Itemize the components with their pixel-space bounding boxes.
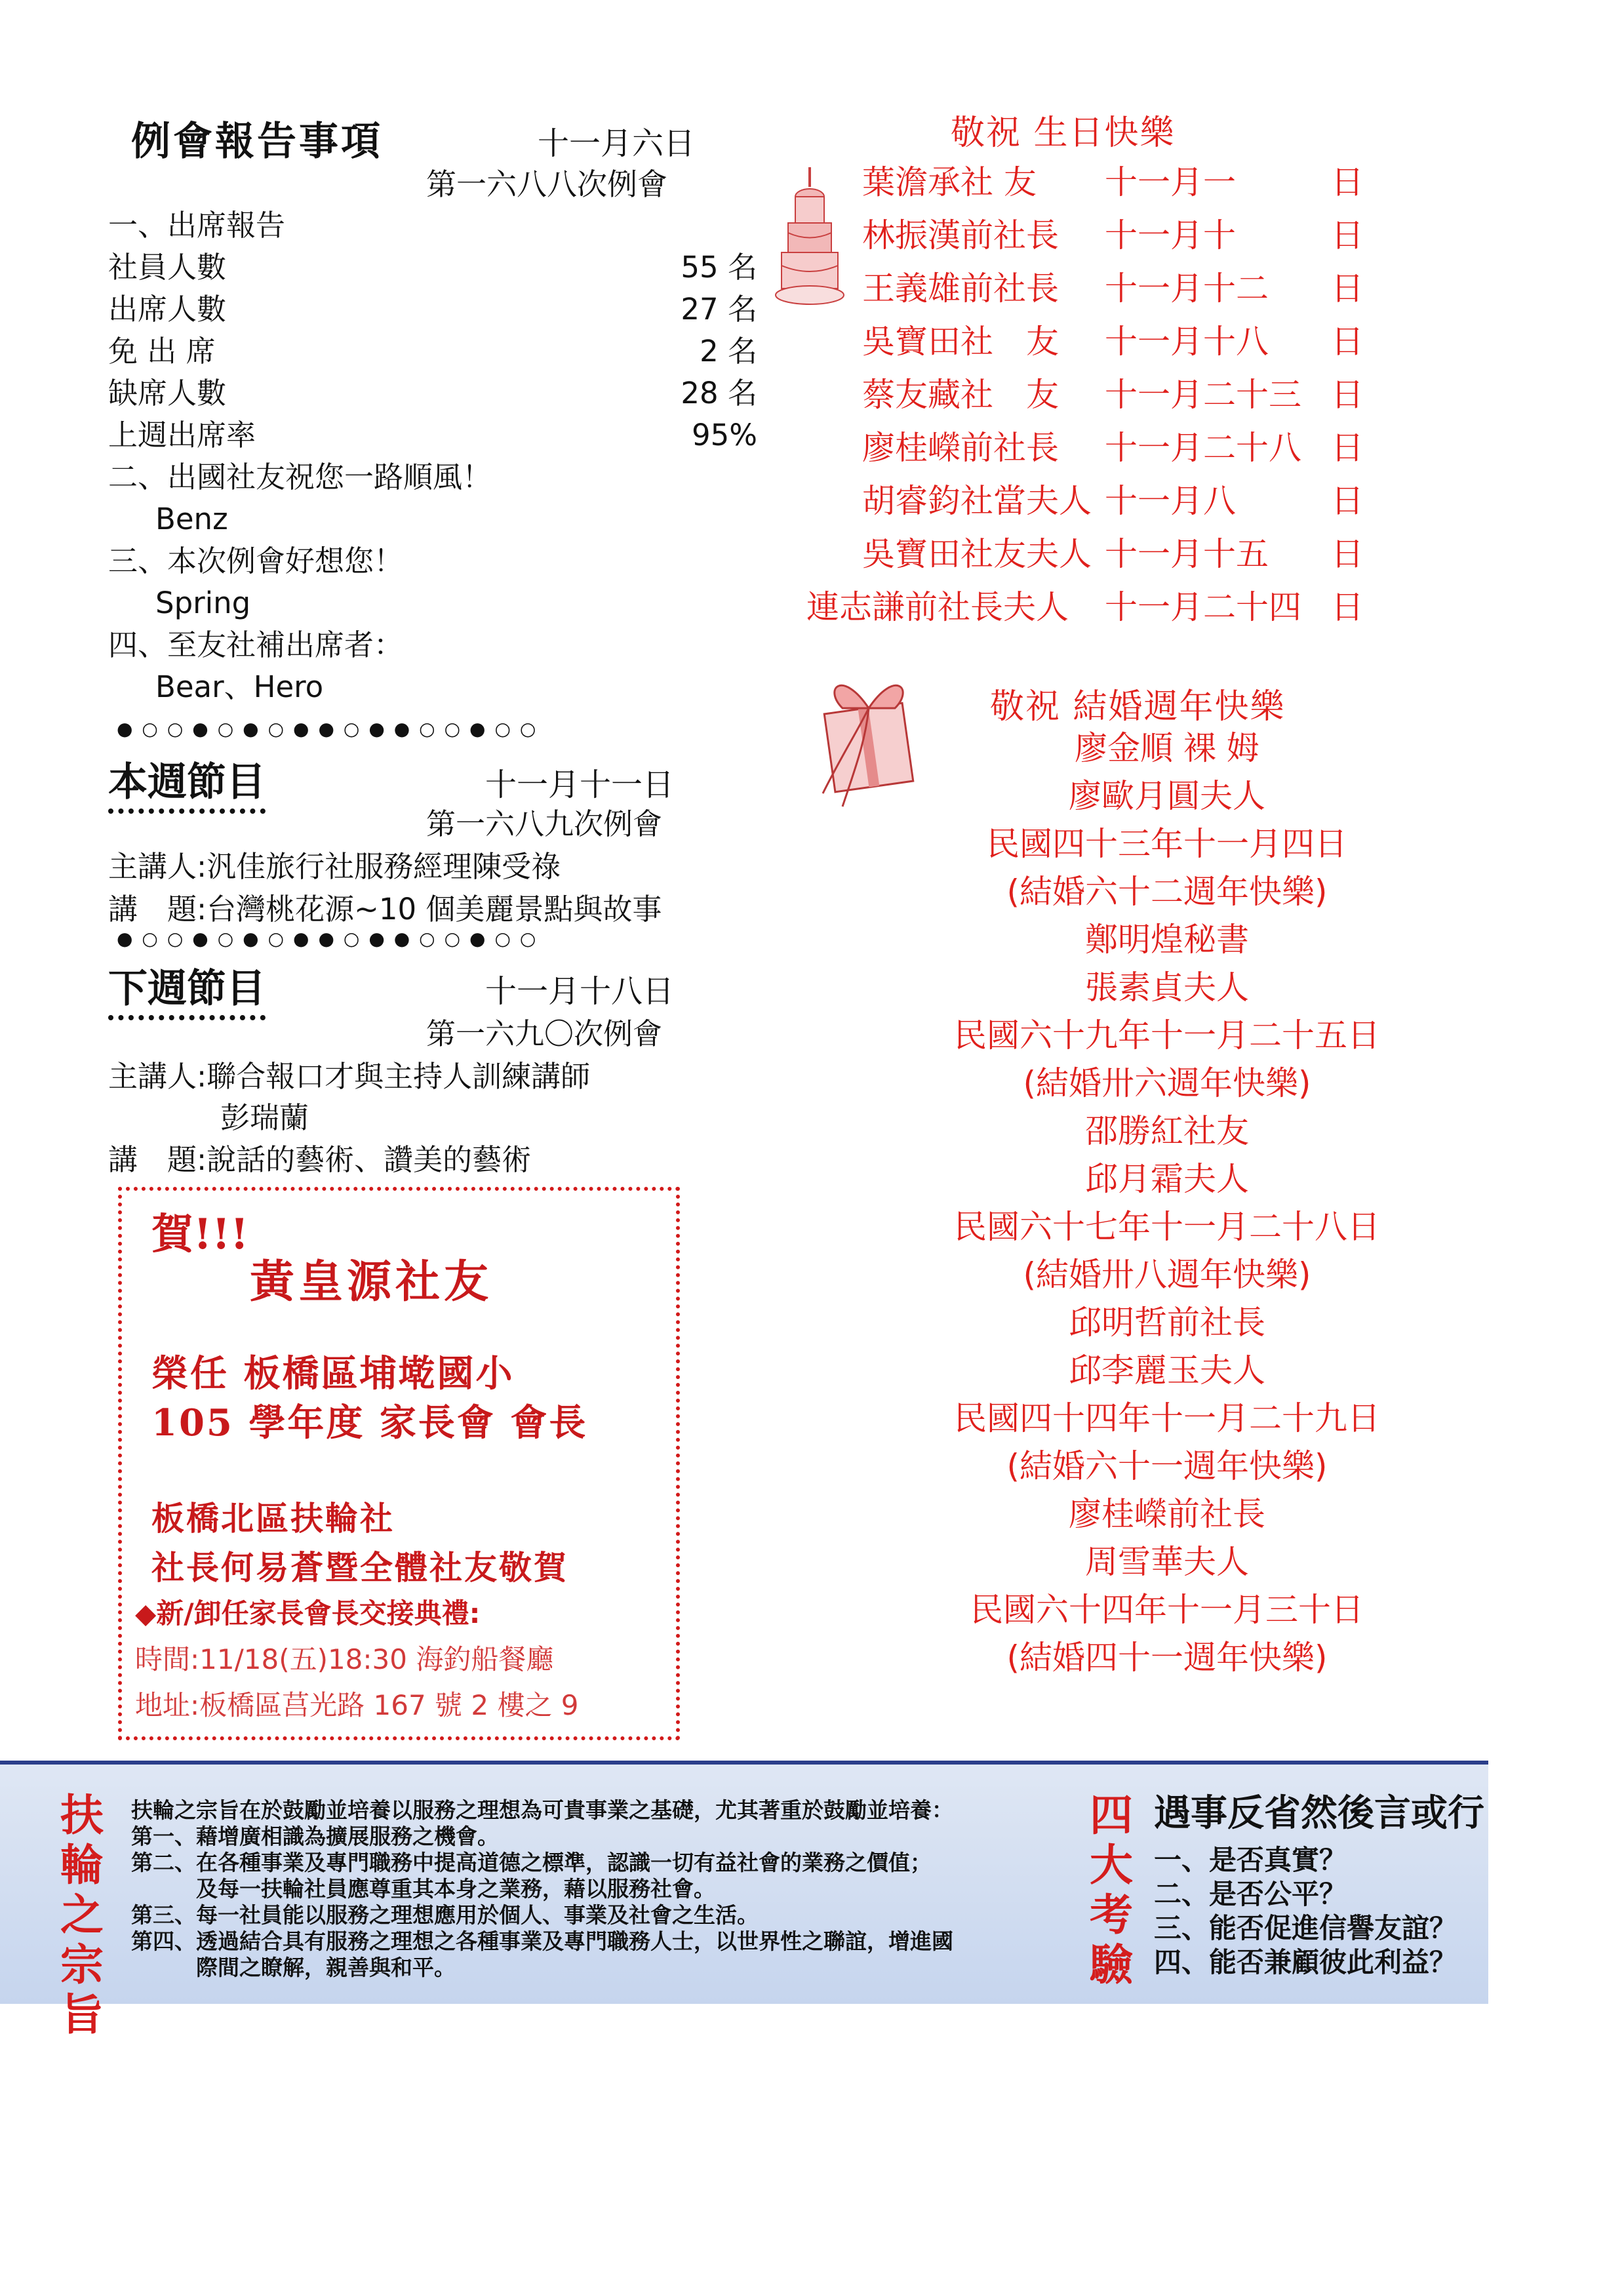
next-week-session: 第一六九〇次例會: [426, 1016, 663, 1051]
birthday-name: 蔡友藏社 友: [862, 376, 1059, 414]
object-line: 際間之瞭解，親善與和平。: [131, 1955, 456, 1980]
anniversary-line: 鄭明煌秘書: [1085, 921, 1249, 959]
row-label: 缺席人數: [108, 376, 227, 410]
this-week-speaker: 主講人:汎佳旅行社服務經理陳受祿: [108, 849, 561, 884]
anniversary-line: 邵勝紅社友: [1085, 1112, 1249, 1150]
birthday-title: 敬祝 生日快樂: [951, 113, 1176, 153]
anniversary-line: (結婚卅六週年快樂): [1023, 1064, 1311, 1102]
anniversary-line: 邱李麗玉夫人: [1069, 1351, 1265, 1389]
this-week-session: 第一六八九次例會: [426, 807, 663, 841]
four-way-test-line: 三、能否促進信譽友誼？: [1154, 1912, 1457, 1944]
this-week-topic: 講 題:台灣桃花源~10 個美麗景點與故事: [108, 892, 662, 927]
anniversary-line: (結婚四十一週年快樂): [1006, 1639, 1328, 1677]
row-value: 55 名: [681, 250, 757, 285]
anniversary-line: (結婚卅八週年快樂): [1023, 1256, 1311, 1294]
birthday-date: 十一月八: [1105, 482, 1236, 520]
attendance-row: [108, 289, 757, 330]
congrats-name: 黃皇源社友: [250, 1256, 493, 1308]
birthday-day: 日: [1331, 323, 1364, 361]
object-line: 扶輪之宗旨在於鼓勵並培養以服務之理想為可貴事業之基礎，尤其著重於鼓勵並培養：: [131, 1797, 953, 1823]
birthday-day: 日: [1331, 588, 1364, 626]
birthday-day: 日: [1331, 163, 1364, 201]
congrats-from2: 社長何易蒼暨全體社友敬賀: [151, 1548, 568, 1587]
item-makeup: 四、至友社補出席者：: [108, 628, 404, 662]
row-value: 95%: [691, 418, 757, 452]
birthday-day: 日: [1331, 429, 1364, 467]
congrats-event: ◆新/卸任家長會長交接典禮:: [135, 1597, 481, 1629]
four-way-test-line: 四、能否兼顧彼此利益？: [1154, 1946, 1457, 1978]
object-of-rotary-title: 扶 輪 之 宗 旨: [60, 1790, 104, 2040]
anniversary-line: 民國四十三年十一月四日: [987, 825, 1347, 863]
this-week-title: 本週節目: [108, 751, 266, 814]
four-way-test-line: 一、是否真實？: [1154, 1844, 1347, 1876]
meeting-session: 第一六八八次例會: [426, 167, 667, 202]
next-week-topic: 講 題:說話的藝術、讚美的藝術: [108, 1142, 532, 1177]
item-abroad: 二、出國社友祝您一路順風！: [108, 460, 492, 494]
birthday-date: 十一月二十八: [1105, 429, 1301, 467]
anniversary-line: (結婚六十二週年快樂): [1006, 873, 1328, 911]
birthday-date: 十一月一: [1105, 163, 1236, 201]
congrats-head: 賀!!!: [151, 1210, 249, 1259]
congrats-line2: 105 學年度 家長會 會長: [151, 1401, 588, 1445]
dot-divider: ●○○●○●○●●○●●○○●○○: [117, 718, 545, 740]
this-week-date: 十一月十一日: [485, 767, 675, 803]
attendance-row: [108, 247, 757, 289]
anniversary-line: 周雪華夫人: [1085, 1543, 1249, 1581]
row-value: 27 名: [681, 292, 757, 327]
meeting-report-title: 例會報告事項: [131, 119, 383, 165]
row-label: 出席人數: [108, 292, 227, 327]
congrats-time: 時間:11/18(五)18:30 海釣船餐廳: [135, 1643, 554, 1675]
next-week-date: 十一月十八日: [485, 973, 675, 1010]
item-abroad-names: Benz: [155, 502, 228, 536]
anniversary-line: 廖金順 裸 姆: [1075, 729, 1259, 767]
anniversary-line: 民國四十四年十一月二十九日: [954, 1399, 1380, 1437]
birthday-name: 胡睿鈞社當夫人: [862, 482, 1092, 520]
anniversary-title: 敬祝 結婚週年快樂: [990, 687, 1286, 727]
four-way-test-title: 四 大 考 驗: [1090, 1790, 1133, 1990]
birthday-cake-icon: [774, 167, 846, 318]
rotary-footer: [0, 1761, 1488, 2040]
anniversary-line: 廖桂嶸前社長: [1069, 1495, 1265, 1533]
anniversary-list: [826, 725, 1508, 1682]
birthday-date: 十一月二十四: [1105, 588, 1301, 626]
birthday-name: 廖桂嶸前社長: [862, 429, 1059, 467]
item-makeup-names: Bear、Hero: [155, 669, 324, 704]
four-way-test-heading: 遇事反省然後言或行: [1154, 1792, 1484, 1835]
birthday-date: 十一月十五: [1105, 535, 1269, 573]
anniversary-line: 邱月霜夫人: [1085, 1160, 1249, 1198]
birthday-name: 葉澹承社 友: [862, 163, 1037, 201]
four-way-test-line: 二、是否公平？: [1154, 1878, 1347, 1910]
anniversary-line: 民國六十九年十一月二十五日: [954, 1016, 1380, 1054]
anniversary-line: 廖歐月圓夫人: [1069, 777, 1265, 815]
birthday-date: 十一月十: [1105, 216, 1236, 254]
next-week-speaker: 主講人:聯合報口才與主持人訓練講師: [108, 1059, 591, 1094]
anniversary-line: 邱明哲前社長: [1069, 1304, 1265, 1342]
dot-divider: ●○○●○●○●●○●●○○●○○: [117, 928, 545, 949]
birthday-day: 日: [1331, 269, 1364, 308]
birthday-day: 日: [1331, 376, 1364, 414]
row-value: 28 名: [681, 376, 757, 410]
birthday-date: 十一月十二: [1105, 269, 1269, 308]
birthday-date: 十一月二十三: [1105, 376, 1301, 414]
attendance-row: [108, 372, 757, 414]
anniversary-line: 民國六十四年十一月三十日: [970, 1591, 1364, 1629]
row-label: 社員人數: [108, 250, 227, 285]
row-label: 免 出 席: [108, 334, 216, 369]
birthday-name: 吳寶田社友夫人: [862, 535, 1092, 573]
birthday-date: 十一月十八: [1105, 323, 1269, 361]
attendance-header: 一、出席報告: [108, 208, 286, 243]
anniversary-line: (結婚六十一週年快樂): [1006, 1447, 1328, 1485]
object-line: 第四、透過結合具有服務之理想之各種事業及專門職務人士，以世界性之聯誼，增進國: [131, 1928, 953, 1954]
birthday-name: 吳寶田社 友: [862, 323, 1059, 361]
object-line: 第三、每一社員能以服務之理想應用於個人、事業及社會之生活。: [131, 1902, 759, 1928]
next-week-speaker-name: 彭瑞蘭: [220, 1100, 309, 1135]
congrats-line1: 榮任 板橋區埔墘國小: [151, 1352, 515, 1395]
item-miss-you-names: Spring: [155, 586, 251, 620]
attendance-row: [108, 330, 757, 372]
meeting-date: 十一月六日: [538, 125, 696, 162]
attendance-row: [108, 414, 757, 456]
anniversary-line: 張素貞夫人: [1085, 968, 1249, 1007]
congrats-from1: 板橋北區扶輪社: [151, 1499, 395, 1538]
birthday-name: 連志謙前社長夫人: [806, 588, 1069, 626]
birthday-day: 日: [1331, 216, 1364, 254]
attendance-report: [108, 205, 757, 708]
object-line: 第一、藉增廣相識為擴展服務之機會。: [131, 1824, 499, 1849]
next-week-title: 下週節目: [108, 957, 266, 1020]
item-miss-you: 三、本次例會好想您！: [108, 544, 404, 578]
birthday-name: 林振漢前社長: [862, 216, 1059, 254]
anniversary-line: 民國六十七年十一月二十八日: [954, 1208, 1380, 1246]
row-value: 2 名: [700, 334, 757, 369]
birthday-day: 日: [1331, 482, 1364, 520]
object-line: 及每一扶輪社員應尊重其本身之業務，藉以服務社會。: [131, 1876, 715, 1902]
birthday-name: 王義雄前社長: [862, 269, 1059, 308]
congrats-address: 地址:板橋區莒光路 167 號 2 樓之 9: [135, 1689, 579, 1721]
congrats-box: [118, 1187, 680, 1740]
row-label: 上週出席率: [108, 418, 256, 452]
birthday-day: 日: [1331, 535, 1364, 573]
object-line: 第二、在各種事業及專門職務中提高道德之標準，認識一切有益社會的業務之價值；: [131, 1850, 932, 1875]
